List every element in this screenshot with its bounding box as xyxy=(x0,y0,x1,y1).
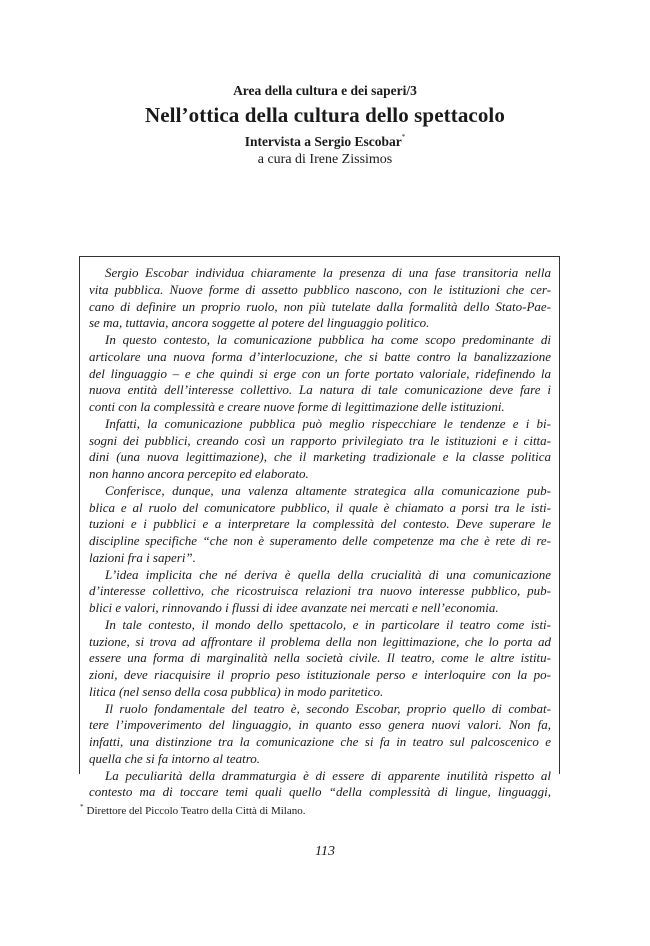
abstract-line: articolare una nuova forma d’interlocuzione, che si batte contro la banalizzazione xyxy=(89,348,551,364)
article-title: Nell’ottica della cultura dello spettacolo xyxy=(145,103,505,127)
abstract-line: nuova entità dell’interesse collettivo. La natura di tale comunicazione deve fare i xyxy=(89,382,551,398)
abstract-line: tuzioni e i pubblici e a interpretare la complessità del contesto. Deve superare le xyxy=(89,516,551,532)
abstract-line: In tale contesto, il mondo dello spettacolo, e in particolare il teatro come isti- xyxy=(105,616,551,632)
abstract-line: zioni, deve riacquisire il proprio peso istituzionale perso e interloquire con la po- xyxy=(89,667,551,682)
subtitle-text: Intervista a Sergio Escobar xyxy=(244,134,402,149)
abstract-line: lazioni fra i saperi”. xyxy=(89,549,196,565)
section-heading: Area della cultura e dei saperi/3 xyxy=(233,83,417,98)
footnote-marker[interactable]: * xyxy=(401,133,406,141)
abstract-line: vita pubblica. Nuove forme di assetto pubblico nascono, con le istituzioni che cer- xyxy=(89,281,551,297)
abstract-line: tere l’impoverimento del linguaggio, in quanto esso genera nuovi valori. Non fa, xyxy=(89,717,551,733)
abstract-text xyxy=(89,265,551,801)
footnote-marker-bottom: * xyxy=(80,803,84,811)
abstract-line: conti con la complessità e creare nuove forme di legittimazione delle istituzioni. xyxy=(89,399,505,414)
abstract-line: tuzione, si trova ad affrontare il problema della non legittimazione, che lo porta ad xyxy=(89,633,551,649)
footnote xyxy=(80,805,305,817)
abstract-line: quella che si fa intorno al teatro. xyxy=(89,750,261,766)
abstract-line: cano di definire un proprio ruolo, non più tutelate dalla formalità dello Stato-Pae- xyxy=(89,298,551,314)
abstract-line: non hanno ancora percepito ed elaborato. xyxy=(89,466,309,481)
abstract-line: discipline specifiche “che non è superamento delle competenze ma che è rete di re- xyxy=(89,533,551,548)
abstract-line: L’idea implicita che né deriva è quella della crucialità di una comunicazione xyxy=(105,566,551,582)
abstract-line: La peculiarità della drammaturgia è di essere di apparente inutilità rispetto al xyxy=(105,767,551,783)
abstract-line: blica e al ruolo del comunicatore pubblico, il quale è chiamato a porsi tra le isti- xyxy=(89,499,551,515)
abstract-line: dini (una nuova legittimazione), che il marketing tradizionale e la classe politica xyxy=(89,449,551,465)
curator-line: a cura di Irene Zissimos xyxy=(257,152,393,167)
abstract-line: blici e valori, rinnovando i flussi di idee avanzate nei mercati e nell’economia. xyxy=(89,600,499,615)
abstract-line: Infatti, la comunicazione pubblica può meglio rispecchiare le tendenze e i bi- xyxy=(105,415,551,431)
abstract-line: se ma, tuttavia, ancora soggette al potere del linguaggio politico. xyxy=(89,315,430,331)
abstract-line: d’interesse collettivo, che ricostruisca relazioni tra nuovo interesse pubblico, pub- xyxy=(89,583,551,599)
footnote-text: Direttore del Piccolo Teatro della Città di Milano. xyxy=(86,805,306,817)
abstract-line: sogni dei pubblici, creando così un rapporto privilegiato tra le istituzioni e i citta- xyxy=(89,432,551,448)
article-subtitle xyxy=(0,134,650,150)
abstract-line: contesto ma di toccare temi quali quello “della complessità di lingue, linguaggi, xyxy=(89,784,551,800)
abstract-line: del linguaggio – e che quindi si erge con un forte portato valoriale, ridefinendo la xyxy=(89,365,551,381)
abstract-line: infatti, una distinzione tra la comunicazione che si fa in teatro sul palcoscenico e xyxy=(89,734,551,749)
abstract-box xyxy=(79,256,560,800)
abstract-line: Conferisce, dunque, una valenza altamente strategica alla comunicazione pub- xyxy=(105,482,551,498)
abstract-line: Sergio Escobar individua chiaramente la presenza di una fase transitoria nella xyxy=(105,265,551,280)
abstract-line: Il ruolo fondamentale del teatro è, secondo Escobar, proprio quello di combat- xyxy=(105,700,551,716)
abstract-line: In questo contesto, la comunicazione pubblica ha come scopo predominante di xyxy=(105,332,551,347)
page-number: 113 xyxy=(315,844,335,859)
abstract-line: litica (nel senso della cosa pubblica) in modo paritetico. xyxy=(89,683,384,699)
abstract-line: essere una forma di marginalità nella società civile. Il teatro, come le altre istitu- xyxy=(89,650,551,666)
